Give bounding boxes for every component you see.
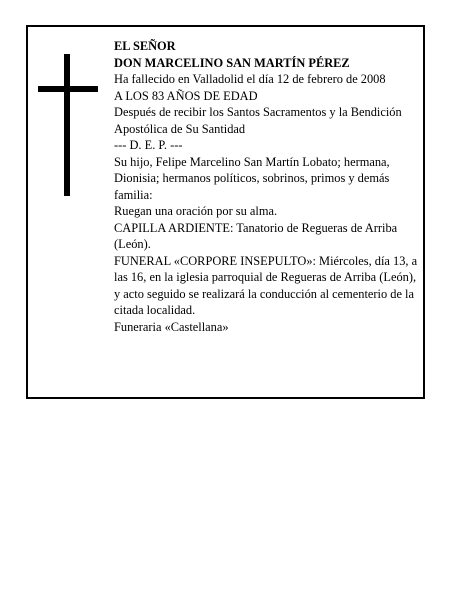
deceased-name: DON MARCELINO SAN MARTÍN PÉREZ bbox=[114, 55, 350, 70]
family-line: Su hijo, Felipe Marcelino San Martín Lobato; hermana, Dionisia; hermanos políticos, sobrinos, primos y demás familia: bbox=[114, 154, 390, 202]
death-line: Ha fallecido en Valladolid el día 12 de febrero de 2008 bbox=[114, 72, 386, 86]
funeral-home-line: Funeraria «Castellana» bbox=[114, 319, 229, 334]
chapel-line: CAPILLA ARDIENTE: Tanatorio de Regueras de Arriba (León). bbox=[114, 220, 398, 251]
cross-vertical-bar bbox=[64, 54, 70, 196]
cross-horizontal-bar bbox=[38, 86, 98, 92]
cross-icon bbox=[38, 54, 98, 196]
dep-line: --- D. E. P. --- bbox=[114, 138, 183, 152]
sacraments-line: Después de recibir los Santos Sacramentos y la Bendición Apostólica de Su Santidad bbox=[114, 105, 402, 136]
age-line: A LOS 83 AÑOS DE EDAD bbox=[114, 88, 258, 103]
notice-title: EL SEÑOR bbox=[114, 39, 176, 53]
prayer-line: Ruegan una oración por su alma. bbox=[114, 204, 278, 218]
obituary-text bbox=[114, 38, 420, 335]
funeral-line: FUNERAL «CORPORE INSEPULTO»: Miércoles, día 13, a las 16, en la iglesia parroquial de Regueras de Arriba (León), y acto seguido se realizará la conducción al cementerio de la citada localidad. bbox=[114, 253, 418, 317]
